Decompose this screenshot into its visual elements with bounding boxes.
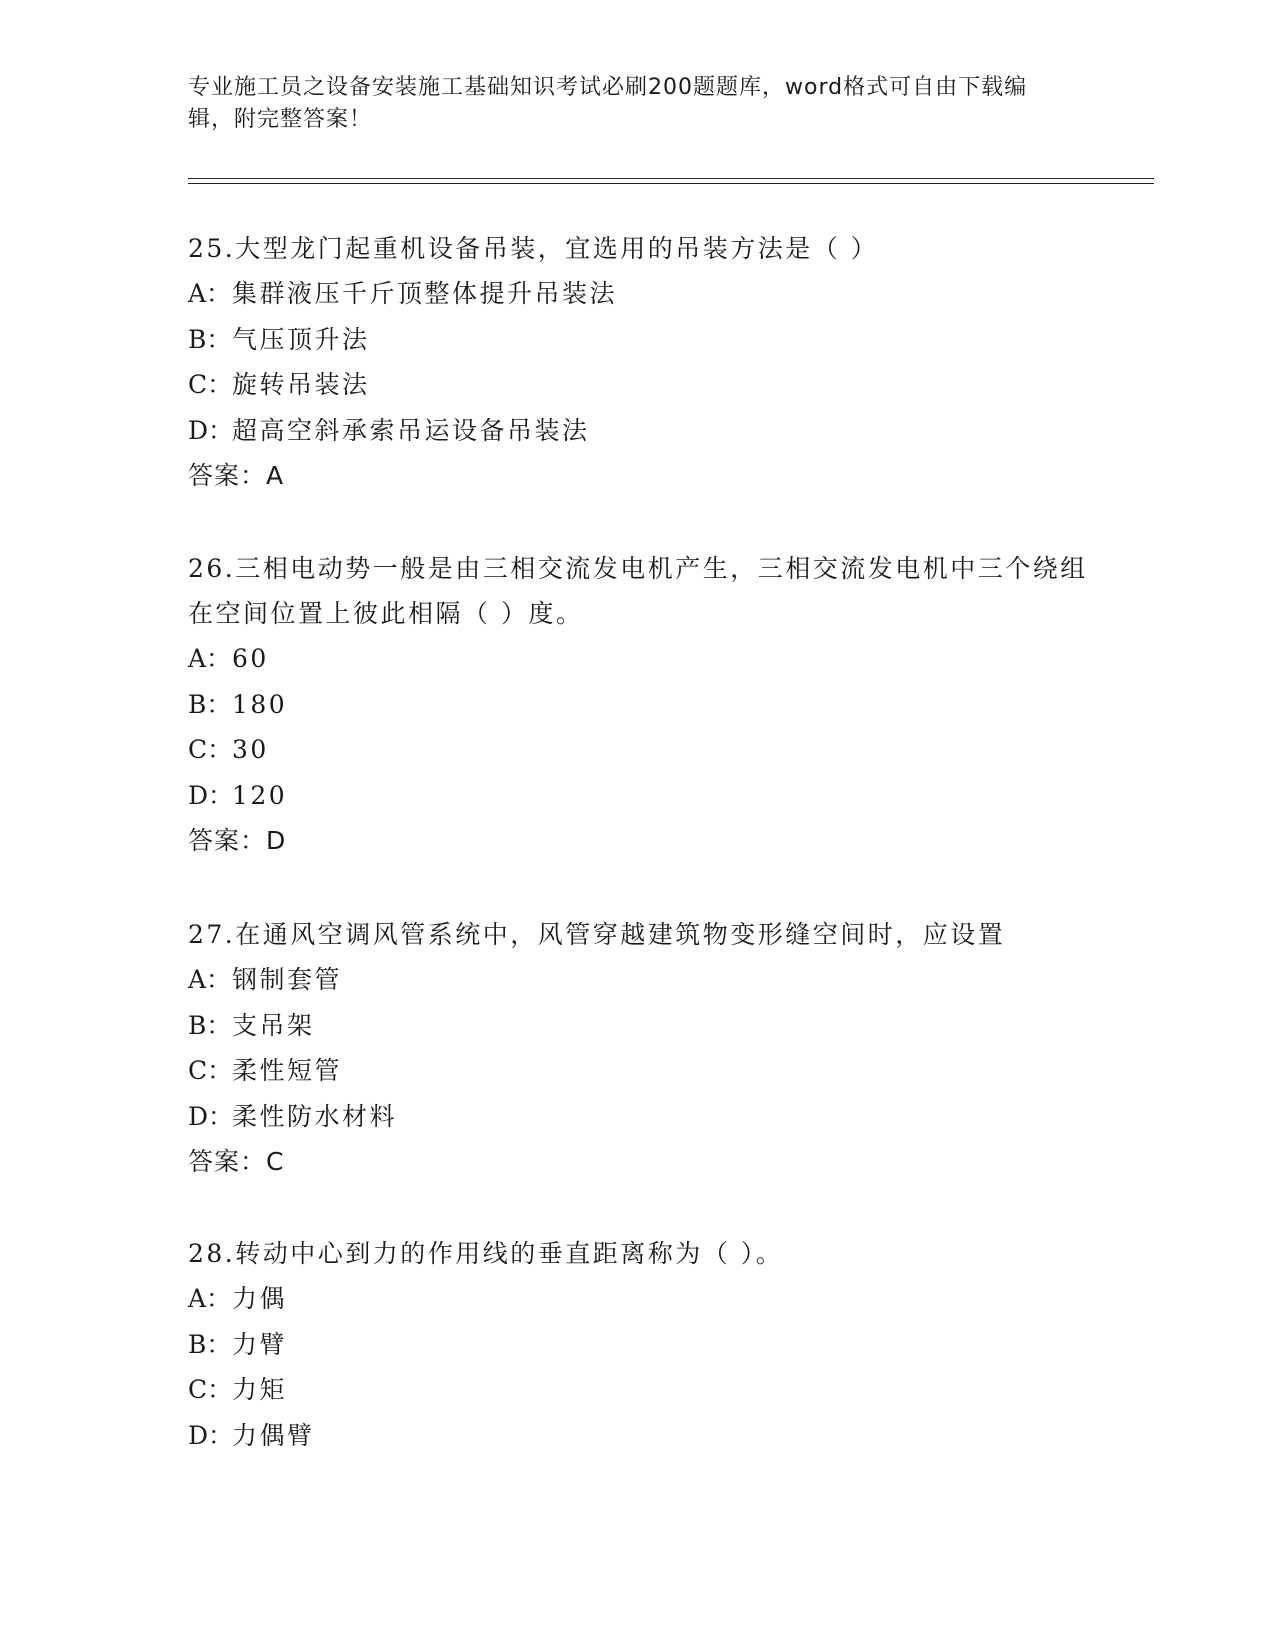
- option-b: [188, 317, 1088, 363]
- option-c: [188, 1048, 1088, 1094]
- option-text: 力偶臂: [232, 1420, 315, 1450]
- answer-line: 答案：C: [188, 1147, 285, 1176]
- option-c: [188, 727, 1088, 773]
- option-c: [188, 1367, 1088, 1413]
- option-list: [188, 271, 1088, 453]
- option-d: [188, 408, 1088, 454]
- question-27: [188, 912, 1088, 1184]
- option-list: [188, 957, 1088, 1139]
- option-d: [188, 1413, 1088, 1459]
- option-text: 60: [232, 644, 269, 673]
- option-list: [188, 636, 1088, 818]
- option-text: 柔性短管: [232, 1056, 343, 1085]
- option-text: 力臂: [232, 1329, 288, 1359]
- document-header: 专业施工员之设备安装施工基础知识考试必刷200题题库，word格式可自由下载编辑，附完整答案！: [188, 75, 1028, 132]
- option-c: [188, 362, 1088, 408]
- option-text: 柔性防水材料: [232, 1101, 398, 1131]
- question-stem: 28.转动中心到力的作用线的垂直距离称为（ ）。: [188, 1239, 784, 1268]
- option-key: B：: [188, 1010, 232, 1040]
- question-26: [188, 546, 1088, 863]
- option-text: 力偶: [232, 1284, 288, 1313]
- option-text: 支吊架: [232, 1010, 315, 1040]
- option-key: D：: [188, 1101, 234, 1131]
- option-text: 气压顶升法: [232, 324, 370, 354]
- answer-line: 答案：D: [188, 826, 287, 855]
- option-b: [188, 1003, 1088, 1049]
- option-a: [188, 957, 1088, 1003]
- option-text: 180: [232, 689, 288, 719]
- option-key: B：: [188, 324, 232, 354]
- option-a: [188, 271, 1088, 317]
- option-a: [188, 636, 1088, 682]
- option-key: B：: [188, 689, 232, 719]
- answer-line: 答案：A: [188, 461, 285, 490]
- option-key: A：: [188, 644, 232, 673]
- option-key: A：: [188, 279, 232, 308]
- option-text: 超高空斜承索吊运设备吊装法: [232, 415, 590, 445]
- option-key: D：: [188, 415, 234, 445]
- option-a: [188, 1276, 1088, 1322]
- question-stem: 27.在通风空调风管系统中，风管穿越建筑物变形缝空间时，应设置: [188, 920, 1006, 949]
- option-key: D：: [188, 1420, 234, 1450]
- option-text: 旋转吊装法: [232, 370, 370, 399]
- option-text: 30: [232, 735, 269, 764]
- option-d: [188, 773, 1088, 819]
- option-key: C：: [188, 1056, 233, 1085]
- question-stem: 25.大型龙门起重机设备吊装，宜选用的吊装方法是（ ）: [188, 234, 879, 263]
- option-b: [188, 682, 1088, 728]
- option-b: [188, 1322, 1088, 1368]
- option-text: 120: [232, 780, 288, 810]
- option-key: D：: [188, 780, 234, 810]
- header-divider-top: [188, 178, 1154, 179]
- option-key: C：: [188, 370, 233, 399]
- option-list: [188, 1276, 1088, 1458]
- option-key: C：: [188, 735, 233, 764]
- option-key: A：: [188, 965, 232, 994]
- option-key: C：: [188, 1375, 233, 1404]
- question-28: [188, 1231, 1088, 1458]
- question-25: [188, 226, 1088, 498]
- option-text: 钢制套管: [232, 965, 343, 994]
- option-d: [188, 1094, 1088, 1140]
- option-text: 集群液压千斤顶整体提升吊装法: [232, 279, 618, 308]
- header-divider-bottom: [188, 183, 1154, 184]
- option-key: B：: [188, 1329, 232, 1359]
- option-key: A：: [188, 1284, 232, 1313]
- question-stem: 26.三相电动势一般是由三相交流发电机产生，三相交流发电机中三个绕组在空间位置上彼此相隔（ ）度。: [188, 554, 1088, 628]
- option-text: 力矩: [232, 1375, 288, 1404]
